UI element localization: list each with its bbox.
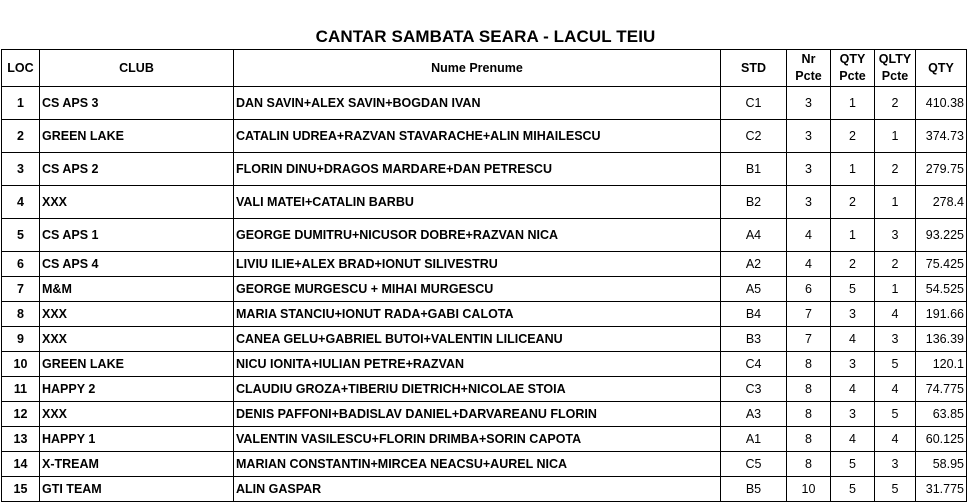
row-loc: 13 — [2, 427, 40, 452]
row-total-qty: 75.425 — [916, 252, 967, 277]
row-name: MARIAN CONSTANTIN+MIRCEA NEACSU+AUREL NICA — [234, 452, 721, 477]
results-table — [1, 49, 967, 502]
row-qlty-pcte: 3 — [875, 452, 916, 477]
row-loc: 14 — [2, 452, 40, 477]
row-name: VALENTIN VASILESCU+FLORIN DRIMBA+SORIN CAPOTA — [234, 427, 721, 452]
row-loc: 7 — [2, 277, 40, 302]
row-club: XXX — [40, 302, 234, 327]
row-loc: 8 — [2, 302, 40, 327]
table-row — [2, 452, 967, 477]
header-name: Nume Prenume — [234, 50, 721, 87]
row-loc: 15 — [2, 477, 40, 502]
row-std: A5 — [721, 277, 787, 302]
row-qty-pcte: 3 — [831, 402, 875, 427]
row-nr-pcte: 8 — [787, 352, 831, 377]
row-club: X-TREAM — [40, 452, 234, 477]
row-qty-pcte: 4 — [831, 427, 875, 452]
row-std: A2 — [721, 252, 787, 277]
table-row — [2, 153, 967, 186]
header-qty-line2: Pcte — [839, 69, 866, 83]
row-total-qty: 63.85 — [916, 402, 967, 427]
row-total-qty: 60.125 — [916, 427, 967, 452]
row-nr-pcte: 6 — [787, 277, 831, 302]
row-nr-pcte: 8 — [787, 377, 831, 402]
row-std: C2 — [721, 120, 787, 153]
row-std: C4 — [721, 352, 787, 377]
row-club: XXX — [40, 327, 234, 352]
row-qty-pcte: 4 — [831, 377, 875, 402]
row-club: HAPPY 1 — [40, 427, 234, 452]
row-std: A1 — [721, 427, 787, 452]
row-qlty-pcte: 2 — [875, 87, 916, 120]
row-std: B4 — [721, 302, 787, 327]
header-nr-line1: Nr — [801, 52, 816, 66]
row-total-qty: 74.775 — [916, 377, 967, 402]
row-nr-pcte: 4 — [787, 252, 831, 277]
row-club: CS APS 4 — [40, 252, 234, 277]
row-qty-pcte: 1 — [831, 87, 875, 120]
header-qlty-line2: Pcte — [881, 69, 909, 83]
row-loc: 4 — [2, 186, 40, 219]
row-loc: 3 — [2, 153, 40, 186]
row-club: CS APS 2 — [40, 153, 234, 186]
row-nr-pcte: 4 — [787, 219, 831, 252]
row-loc: 12 — [2, 402, 40, 427]
row-name: LIVIU ILIE+ALEX BRAD+IONUT SILIVESTRU — [234, 252, 721, 277]
row-qlty-pcte: 2 — [875, 153, 916, 186]
row-nr-pcte: 10 — [787, 477, 831, 502]
row-qlty-pcte: 1 — [875, 120, 916, 153]
table-row — [2, 277, 967, 302]
table-row — [2, 87, 967, 120]
row-name: DAN SAVIN+ALEX SAVIN+BOGDAN IVAN — [234, 87, 721, 120]
row-nr-pcte: 3 — [787, 186, 831, 219]
header-loc: LOC — [2, 50, 40, 87]
row-name: CANEA GELU+GABRIEL BUTOI+VALENTIN LILICEANU — [234, 327, 721, 352]
row-name: ALIN GASPAR — [234, 477, 721, 502]
row-name: VALI MATEI+CATALIN BARBU — [234, 186, 721, 219]
row-club: XXX — [40, 186, 234, 219]
row-nr-pcte: 8 — [787, 402, 831, 427]
row-std: B1 — [721, 153, 787, 186]
row-qty-pcte: 5 — [831, 452, 875, 477]
row-nr-pcte: 3 — [787, 120, 831, 153]
row-std: C1 — [721, 87, 787, 120]
table-row — [2, 219, 967, 252]
row-name: CATALIN UDREA+RAZVAN STAVARACHE+ALIN MIHAILESCU — [234, 120, 721, 153]
row-loc: 1 — [2, 87, 40, 120]
row-qlty-pcte: 3 — [875, 219, 916, 252]
row-name: MARIA STANCIU+IONUT RADA+GABI CALOTA — [234, 302, 721, 327]
row-qlty-pcte: 4 — [875, 302, 916, 327]
table-row — [2, 352, 967, 377]
header-qlty-line1: QLTY — [878, 52, 912, 66]
row-club: GREEN LAKE — [40, 120, 234, 153]
row-qlty-pcte: 2 — [875, 252, 916, 277]
row-club: XXX — [40, 402, 234, 427]
row-qty-pcte: 2 — [831, 120, 875, 153]
page-title: CANTAR SAMBATA SEARA - LACUL TEIU — [315, 27, 656, 46]
row-name: DENIS PAFFONI+BADISLAV DANIEL+DARVAREANU FLORIN — [234, 402, 721, 427]
row-qty-pcte: 5 — [831, 477, 875, 502]
table-header-row — [2, 50, 967, 87]
header-total-qty: QTY — [916, 50, 967, 87]
row-total-qty: 54.525 — [916, 277, 967, 302]
row-total-qty: 410.38 — [916, 87, 967, 120]
row-nr-pcte: 8 — [787, 427, 831, 452]
row-qlty-pcte: 5 — [875, 477, 916, 502]
row-qty-pcte: 2 — [831, 186, 875, 219]
row-nr-pcte: 3 — [787, 153, 831, 186]
row-loc: 5 — [2, 219, 40, 252]
header-club: CLUB — [40, 50, 234, 87]
row-loc: 11 — [2, 377, 40, 402]
row-qty-pcte: 4 — [831, 327, 875, 352]
row-name: GEORGE DUMITRU+NICUSOR DOBRE+RAZVAN NICA — [234, 219, 721, 252]
row-qty-pcte: 2 — [831, 252, 875, 277]
table-row — [2, 427, 967, 452]
header-qlty-pcte — [875, 50, 916, 87]
row-std: A3 — [721, 402, 787, 427]
row-total-qty: 374.73 — [916, 120, 967, 153]
row-total-qty: 58.95 — [916, 452, 967, 477]
row-qlty-pcte: 5 — [875, 352, 916, 377]
row-std: C3 — [721, 377, 787, 402]
row-club: HAPPY 2 — [40, 377, 234, 402]
row-std: B3 — [721, 327, 787, 352]
row-club: CS APS 3 — [40, 87, 234, 120]
row-total-qty: 191.66 — [916, 302, 967, 327]
table-row — [2, 477, 967, 502]
row-qlty-pcte: 1 — [875, 277, 916, 302]
row-total-qty: 278.4 — [916, 186, 967, 219]
table-row — [2, 120, 967, 153]
row-name: GEORGE MURGESCU + MIHAI MURGESCU — [234, 277, 721, 302]
row-qty-pcte: 3 — [831, 352, 875, 377]
row-qlty-pcte: 4 — [875, 377, 916, 402]
row-qty-pcte: 1 — [831, 219, 875, 252]
row-std: C5 — [721, 452, 787, 477]
row-total-qty: 279.75 — [916, 153, 967, 186]
row-qty-pcte: 3 — [831, 302, 875, 327]
table-row — [2, 252, 967, 277]
row-qty-pcte: 1 — [831, 153, 875, 186]
row-nr-pcte: 8 — [787, 452, 831, 477]
row-qty-pcte: 5 — [831, 277, 875, 302]
row-total-qty: 93.225 — [916, 219, 967, 252]
row-club: CS APS 1 — [40, 219, 234, 252]
row-nr-pcte: 7 — [787, 327, 831, 352]
row-loc: 10 — [2, 352, 40, 377]
table-row — [2, 402, 967, 427]
header-nr-pcte — [787, 50, 831, 87]
row-qlty-pcte: 5 — [875, 402, 916, 427]
row-club: M&M — [40, 277, 234, 302]
row-nr-pcte: 3 — [787, 87, 831, 120]
row-qlty-pcte: 3 — [875, 327, 916, 352]
table-row — [2, 302, 967, 327]
row-std: A4 — [721, 219, 787, 252]
row-loc: 6 — [2, 252, 40, 277]
header-qty-line1: QTY — [839, 52, 866, 66]
row-name: FLORIN DINU+DRAGOS MARDARE+DAN PETRESCU — [234, 153, 721, 186]
row-qlty-pcte: 1 — [875, 186, 916, 219]
table-row — [2, 186, 967, 219]
row-total-qty: 120.1 — [916, 352, 967, 377]
row-std: B5 — [721, 477, 787, 502]
table-row — [2, 377, 967, 402]
header-nr-line2: Pcte — [795, 69, 822, 83]
row-total-qty: 31.775 — [916, 477, 967, 502]
row-name: NICU IONITA+IULIAN PETRE+RAZVAN — [234, 352, 721, 377]
row-name: CLAUDIU GROZA+TIBERIU DIETRICH+NICOLAE STOIA — [234, 377, 721, 402]
row-loc: 2 — [2, 120, 40, 153]
row-club: GTI TEAM — [40, 477, 234, 502]
row-total-qty: 136.39 — [916, 327, 967, 352]
row-nr-pcte: 7 — [787, 302, 831, 327]
row-loc: 9 — [2, 327, 40, 352]
row-std: B2 — [721, 186, 787, 219]
row-club: GREEN LAKE — [40, 352, 234, 377]
header-std: STD — [721, 50, 787, 87]
header-qty-pcte — [831, 50, 875, 87]
table-row — [2, 327, 967, 352]
row-qlty-pcte: 4 — [875, 427, 916, 452]
